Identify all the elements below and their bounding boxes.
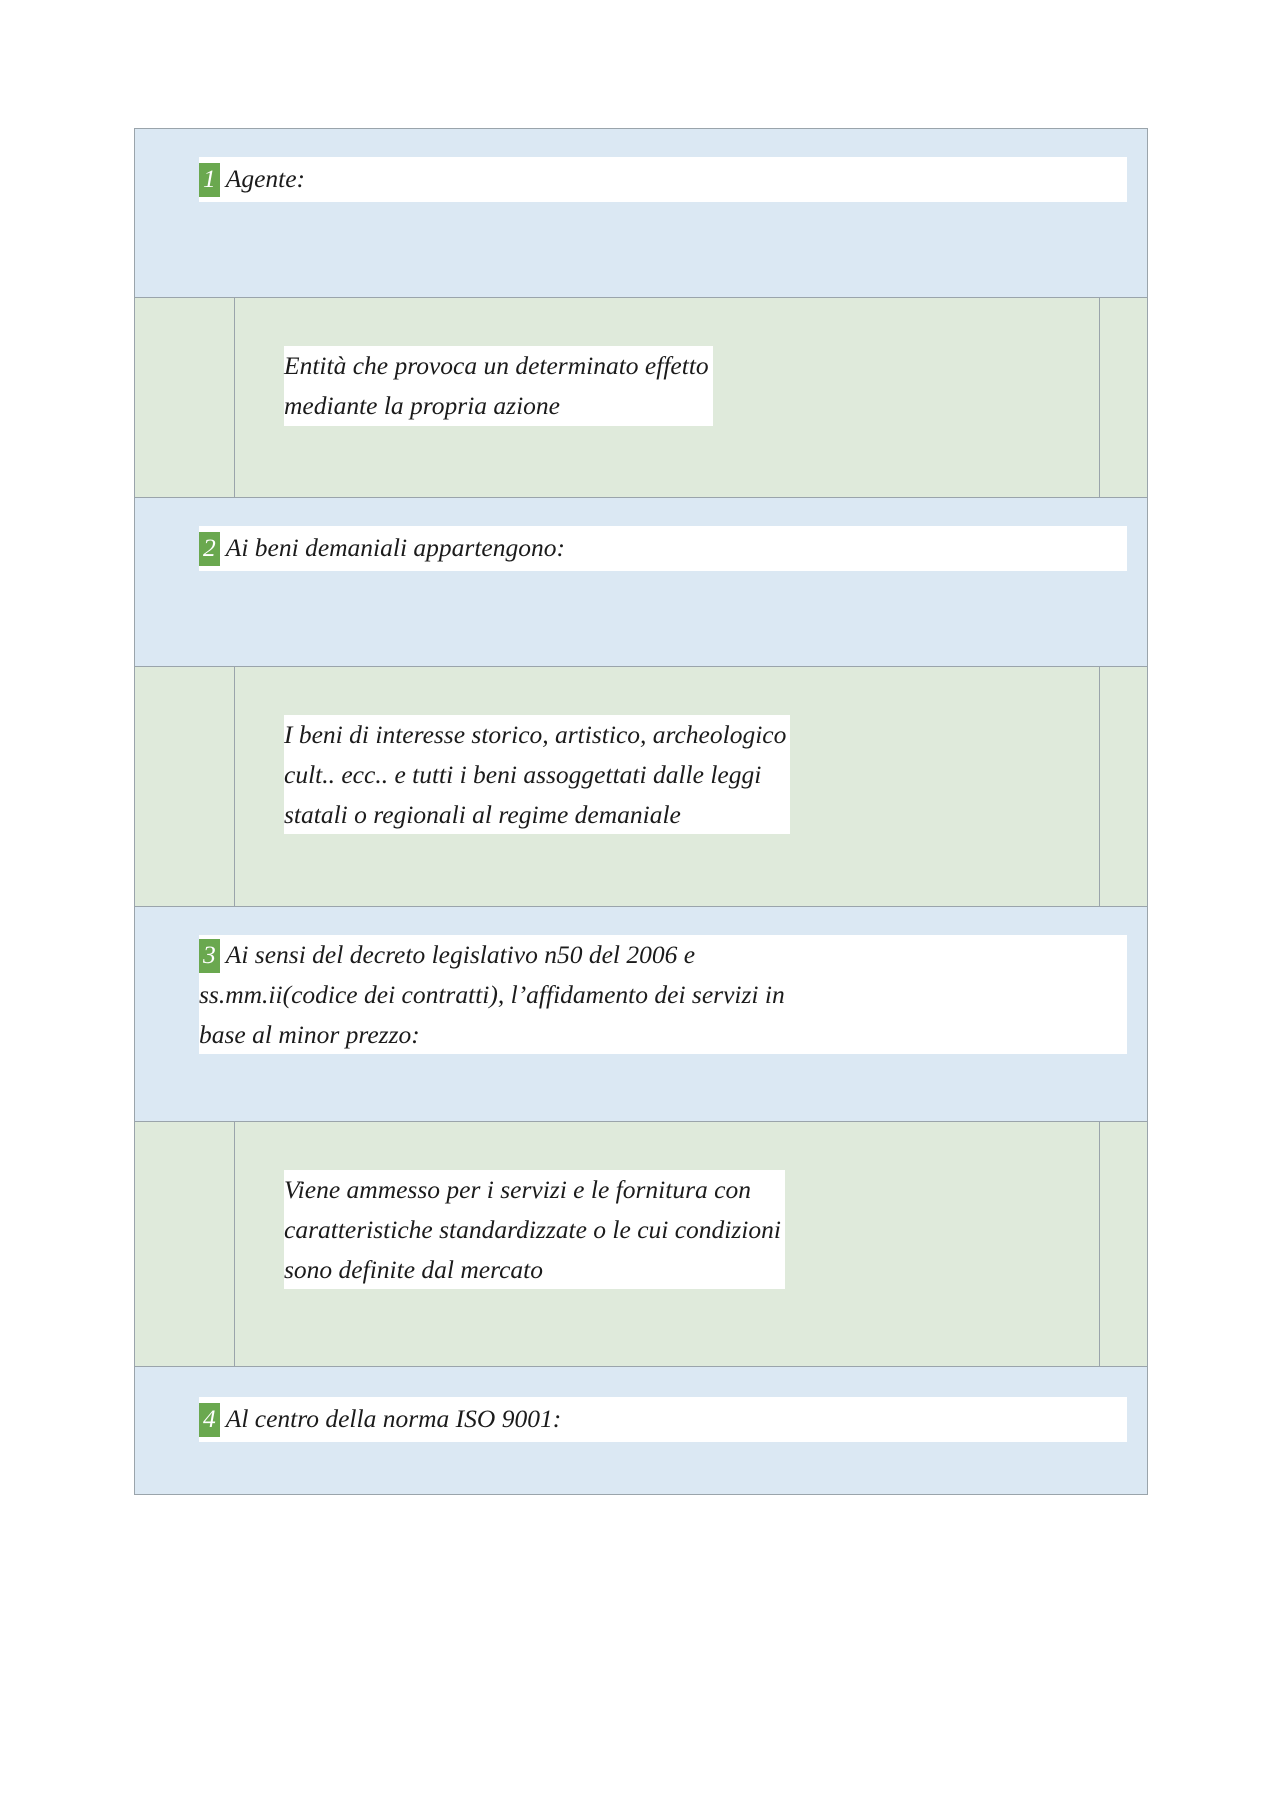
- question-cell: [135, 498, 1147, 666]
- question-text: Agente:: [226, 157, 313, 202]
- answer-left-gutter: [135, 298, 235, 497]
- question-text-line: [199, 935, 1127, 975]
- question-number-badge: 3: [199, 939, 220, 973]
- question-cell: [135, 1367, 1147, 1494]
- question-text: Al centro della norma ISO 9001:: [226, 1397, 569, 1442]
- question-text-line: base al minor prezzo:: [199, 1015, 1127, 1055]
- question-text: Ai beni demaniali appartengono:: [226, 526, 573, 571]
- answer-text-line: statali o regionali al regime demaniale: [284, 795, 790, 835]
- answer-text-block: [284, 346, 713, 426]
- answer-right-gutter: [1099, 667, 1147, 906]
- qa-table: [134, 128, 1148, 1495]
- answer-text-line: Entità che provoca un determinato effetto: [284, 346, 713, 386]
- table-row-answer-1: [135, 298, 1147, 498]
- question-text: Ai sensi del decreto legislativo n50 del 2006 e: [225, 940, 696, 969]
- answer-text-block: [284, 715, 790, 834]
- answer-text-line: caratteristiche standardizzate o le cui condizioni: [284, 1210, 785, 1250]
- question-text-block: [199, 157, 1127, 202]
- answer-right-gutter: [1099, 298, 1147, 497]
- answer-cell: [235, 667, 1099, 906]
- table-row-answer-2: [135, 667, 1147, 907]
- answer-text-line: sono definite dal mercato: [284, 1250, 785, 1290]
- table-row-answer-3: [135, 1122, 1147, 1367]
- question-number-badge: 4: [199, 1403, 220, 1437]
- table-row-question-4: [135, 1367, 1147, 1494]
- answer-text-line: mediante la propria azione: [284, 386, 713, 426]
- answer-text-line: cult.. ecc.. e tutti i beni assoggettati dalle leggi: [284, 755, 790, 795]
- answer-cell: [235, 298, 1099, 497]
- answer-text-line: I beni di interesse storico, artistico, archeologico: [284, 715, 790, 755]
- answer-text-line: Viene ammesso per i servizi e le fornitura con: [284, 1170, 785, 1210]
- question-number-badge: 1: [199, 163, 220, 197]
- question-text-block: [199, 526, 1127, 571]
- answer-left-gutter: [135, 667, 235, 906]
- question-text-line: ss.mm.ii(codice dei contratti), l’affidamento dei servizi in: [199, 975, 1127, 1015]
- answer-text-block: [284, 1170, 785, 1289]
- question-cell: [135, 907, 1147, 1121]
- answer-right-gutter: [1099, 1122, 1147, 1366]
- question-text-block: [199, 935, 1127, 1054]
- answer-left-gutter: [135, 1122, 235, 1366]
- table-row-question-2: [135, 498, 1147, 667]
- answer-cell: [235, 1122, 1099, 1366]
- question-text-block: [199, 1397, 1127, 1442]
- table-row-question-1: [135, 129, 1147, 298]
- question-number-badge: 2: [199, 532, 220, 566]
- question-cell: [135, 129, 1147, 297]
- table-row-question-3: [135, 907, 1147, 1122]
